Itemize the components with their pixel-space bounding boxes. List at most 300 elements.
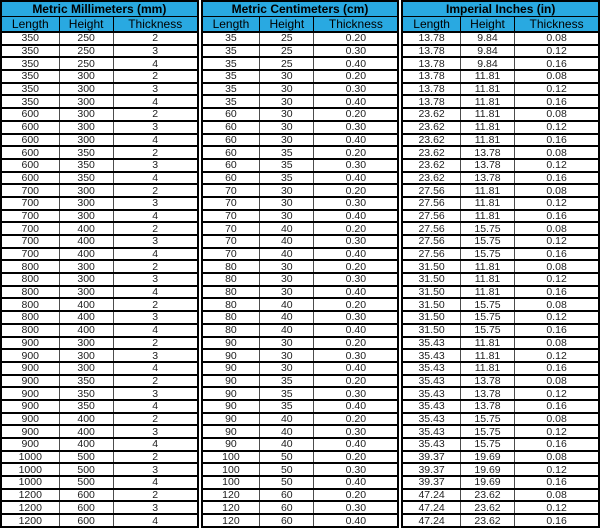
table-cell: 40 [260,438,314,451]
table-cell: 0.30 [314,349,398,362]
table-cell: 350 [1,45,59,58]
table-cell: 600 [59,514,113,527]
table-cell: 40 [260,235,314,248]
table-row [1,425,198,438]
table-row [1,451,198,464]
table-cell: 13.78 [460,375,514,388]
table-cell: 0.30 [314,159,398,172]
table-cell: 350 [1,83,59,96]
table-cell: 35.43 [402,362,460,375]
table-cell: 13.78 [460,387,514,400]
table-cell: 15.75 [460,311,514,324]
table-cell: 900 [1,375,59,388]
table-row [402,425,599,438]
table-cell: 11.81 [460,349,514,362]
table-cell: 90 [202,337,260,350]
table-cell: 31.50 [402,260,460,273]
table-cell: 11.81 [460,134,514,147]
table-row [202,70,399,83]
table-cell: 11.81 [460,197,514,210]
table-cell: 27.56 [402,235,460,248]
table-cell: 350 [1,95,59,108]
table-cell: 700 [1,222,59,235]
table-cell: 0.30 [314,501,398,514]
table-row [202,489,399,502]
column-header-row [202,17,399,33]
table-cell: 0.12 [515,425,599,438]
table-cell: 0.16 [515,514,599,527]
table-cell: 0.08 [515,222,599,235]
table-row [1,197,198,210]
table-cell: 3 [113,121,197,134]
table-cell: 30 [260,337,314,350]
table-cell: 400 [59,222,113,235]
table-cell: 27.56 [402,222,460,235]
table-cell: 3 [113,83,197,96]
table-cell: 13.78 [402,32,460,45]
table-cell: 60 [260,489,314,502]
table-cell: 0.20 [314,32,398,45]
table-row [402,476,599,489]
table-cell: 400 [59,425,113,438]
section-table-imperial-inches [401,0,600,528]
table-row [402,438,599,451]
table-cell: 4 [113,324,197,337]
table-cell: 2 [113,32,197,45]
table-row [1,286,198,299]
table-cell: 60 [202,121,260,134]
table-cell: 35 [202,45,260,58]
table-row [1,32,198,45]
table-row [1,222,198,235]
table-cell: 2 [113,413,197,426]
table-cell: 15.75 [460,222,514,235]
table-cell: 3 [113,273,197,286]
table-cell: 4 [113,400,197,413]
table-cell: 35 [260,375,314,388]
table-cell: 30 [260,134,314,147]
table-cell: 0.40 [314,210,398,223]
table-cell: 70 [202,222,260,235]
table-row [202,83,399,96]
table-cell: 47.24 [402,501,460,514]
table-cell: 0.12 [515,501,599,514]
table-row [1,298,198,311]
table-cell: 700 [1,235,59,248]
table-cell: 13.78 [460,159,514,172]
table-row [202,514,399,527]
table-row [1,108,198,121]
table-cell: 120 [202,501,260,514]
section-title-row [402,1,599,17]
table-cell: 4 [113,438,197,451]
table-cell: 0.08 [515,146,599,159]
table-cell: 40 [260,248,314,261]
table-cell: 0.16 [515,57,599,70]
table-cell: 0.20 [314,184,398,197]
table-cell: 700 [1,184,59,197]
table-cell: 0.16 [515,286,599,299]
table-cell: 300 [59,134,113,147]
table-cell: 0.30 [314,311,398,324]
table-cell: 800 [1,324,59,337]
table-cell: 35 [260,387,314,400]
table-row [1,134,198,147]
table-cell: 0.16 [515,134,599,147]
table-cell: 3 [113,387,197,400]
table-row [402,159,599,172]
table-cell: 0.08 [515,337,599,350]
table-cell: 0.08 [515,298,599,311]
table-cell: 100 [202,463,260,476]
table-cell: 30 [260,260,314,273]
table-cell: 60 [202,159,260,172]
table-row [1,400,198,413]
table-cell: 80 [202,273,260,286]
table-row [402,134,599,147]
table-cell: 31.50 [402,286,460,299]
table-cell: 11.81 [460,184,514,197]
section-title: Metric Millimeters (mm) [1,1,198,17]
table-cell: 27.56 [402,184,460,197]
table-cell: 2 [113,146,197,159]
table-row [202,463,399,476]
table-cell: 900 [1,400,59,413]
table-cell: 0.30 [314,387,398,400]
table-cell: 0.08 [515,260,599,273]
table-cell: 3 [113,349,197,362]
table-row [1,95,198,108]
table-cell: 0.20 [314,108,398,121]
table-cell: 500 [59,463,113,476]
table-cell: 600 [1,121,59,134]
table-row [202,235,399,248]
table-cell: 40 [260,222,314,235]
table-row [402,501,599,514]
table-cell: 70 [202,248,260,261]
table-cell: 0.12 [515,273,599,286]
table-cell: 23.62 [460,501,514,514]
table-cell: 30 [260,95,314,108]
table-cell: 11.81 [460,108,514,121]
table-cell: 35 [260,172,314,185]
table-cell: 35.43 [402,349,460,362]
table-cell: 35 [260,159,314,172]
table-cell: 9.84 [460,32,514,45]
table-row [402,337,599,350]
table-cell: 300 [59,362,113,375]
table-row [1,184,198,197]
column-header-height: Height [260,17,314,33]
table-cell: 30 [260,70,314,83]
table-cell: 13.78 [460,172,514,185]
table-row [402,286,599,299]
table-row [202,476,399,489]
table-cell: 3 [113,501,197,514]
table-cell: 350 [59,375,113,388]
table-cell: 1200 [1,489,59,502]
table-cell: 0.16 [515,362,599,375]
table-cell: 31.50 [402,298,460,311]
table-row [1,362,198,375]
table-cell: 600 [1,108,59,121]
table-cell: 0.40 [314,172,398,185]
table-cell: 11.81 [460,83,514,96]
table-cell: 350 [1,70,59,83]
table-cell: 80 [202,324,260,337]
column-header-thickness: Thickness [515,17,599,33]
table-cell: 11.81 [460,95,514,108]
table-cell: 3 [113,463,197,476]
table-row [402,375,599,388]
table-cell: 90 [202,375,260,388]
table-cell: 35 [202,70,260,83]
table-cell: 3 [113,235,197,248]
table-cell: 4 [113,134,197,147]
table-row [1,210,198,223]
table-cell: 300 [59,337,113,350]
table-row [202,400,399,413]
table-row [402,197,599,210]
table-cell: 13.78 [402,83,460,96]
table-cell: 80 [202,311,260,324]
table-cell: 0.20 [314,337,398,350]
table-cell: 4 [113,476,197,489]
table-cell: 2 [113,298,197,311]
table-cell: 800 [1,260,59,273]
table-row [202,451,399,464]
table-row [402,362,599,375]
column-header-length: Length [202,17,260,33]
table-cell: 11.81 [460,70,514,83]
table-cell: 0.16 [515,476,599,489]
table-cell: 1000 [1,476,59,489]
table-cell: 25 [260,32,314,45]
table-row [402,451,599,464]
table-cell: 30 [260,286,314,299]
table-cell: 700 [1,197,59,210]
table-cell: 300 [59,260,113,273]
table-cell: 0.20 [314,260,398,273]
table-row [202,32,399,45]
table-row [402,489,599,502]
table-cell: 3 [113,45,197,58]
column-header-thickness: Thickness [314,17,398,33]
table-cell: 25 [260,45,314,58]
table-row [1,413,198,426]
table-cell: 11.81 [460,210,514,223]
table-row [1,121,198,134]
table-cell: 0.20 [314,222,398,235]
table-cell: 47.24 [402,489,460,502]
table-cell: 0.40 [314,57,398,70]
table-cell: 900 [1,337,59,350]
table-row [1,159,198,172]
table-cell: 2 [113,222,197,235]
table-cell: 11.81 [460,337,514,350]
table-cell: 0.08 [515,451,599,464]
table-cell: 0.40 [314,362,398,375]
table-row [202,108,399,121]
table-row [202,337,399,350]
table-row [202,324,399,337]
table-cell: 40 [260,311,314,324]
table-cell: 0.40 [314,134,398,147]
section-title: Imperial Inches (in) [402,1,599,17]
table-row [202,95,399,108]
table-cell: 1000 [1,463,59,476]
column-header-row [402,17,599,33]
table-row [402,324,599,337]
table-row [1,70,198,83]
table-cell: 35.43 [402,337,460,350]
table-cell: 0.12 [515,159,599,172]
table-row [1,476,198,489]
table-cell: 0.20 [314,146,398,159]
table-row [1,375,198,388]
table-cell: 9.84 [460,45,514,58]
table-cell: 500 [59,451,113,464]
table-cell: 400 [59,413,113,426]
table-cell: 600 [1,159,59,172]
table-cell: 0.30 [314,425,398,438]
table-cell: 15.75 [460,235,514,248]
table-cell: 31.50 [402,273,460,286]
table-cell: 30 [260,197,314,210]
table-cell: 3 [113,311,197,324]
table-cell: 70 [202,235,260,248]
table-cell: 600 [1,172,59,185]
table-row [1,273,198,286]
table-row [202,413,399,426]
table-cell: 13.78 [460,400,514,413]
table-cell: 35.43 [402,387,460,400]
table-cell: 90 [202,425,260,438]
table-cell: 600 [59,489,113,502]
table-cell: 60 [260,514,314,527]
table-cell: 3 [113,159,197,172]
table-cell: 400 [59,438,113,451]
table-row [202,248,399,261]
table-cell: 19.69 [460,463,514,476]
table-cell: 4 [113,248,197,261]
table-cell: 0.12 [515,349,599,362]
table-cell: 350 [59,159,113,172]
table-cell: 300 [59,184,113,197]
table-cell: 800 [1,286,59,299]
table-row [202,146,399,159]
table-cell: 23.62 [460,514,514,527]
table-cell: 35 [202,83,260,96]
table-cell: 30 [260,362,314,375]
table-cell: 50 [260,476,314,489]
table-cell: 90 [202,438,260,451]
table-cell: 50 [260,463,314,476]
table-row [1,349,198,362]
section-table-metric-centimeters [201,0,400,528]
table-cell: 60 [202,134,260,147]
table-cell: 39.37 [402,451,460,464]
table-row [202,311,399,324]
table-cell: 0.08 [515,375,599,388]
table-cell: 700 [1,210,59,223]
table-row [202,375,399,388]
table-cell: 100 [202,451,260,464]
table-cell: 23.62 [402,146,460,159]
table-row [1,324,198,337]
table-cell: 23.62 [402,108,460,121]
table-cell: 0.08 [515,70,599,83]
table-cell: 4 [113,514,197,527]
table-row [202,362,399,375]
table-cell: 35 [202,57,260,70]
table-row [402,210,599,223]
table-cell: 31.50 [402,311,460,324]
table-cell: 0.40 [314,476,398,489]
table-cell: 300 [59,95,113,108]
table-cell: 4 [113,362,197,375]
table-cell: 30 [260,273,314,286]
table-cell: 70 [202,210,260,223]
table-row [402,298,599,311]
table-cell: 350 [59,146,113,159]
table-cell: 2 [113,375,197,388]
table-cell: 250 [59,32,113,45]
table-cell: 0.12 [515,311,599,324]
table-row [202,210,399,223]
column-header-length: Length [402,17,460,33]
table-cell: 40 [260,425,314,438]
table-cell: 1200 [1,501,59,514]
table-cell: 47.24 [402,514,460,527]
table-row [202,159,399,172]
table-cell: 250 [59,57,113,70]
table-cell: 70 [202,184,260,197]
table-row [1,57,198,70]
table-cell: 60 [260,501,314,514]
table-cell: 13.78 [402,57,460,70]
table-cell: 0.20 [314,375,398,388]
table-cell: 30 [260,184,314,197]
table-row [202,260,399,273]
table-cell: 35.43 [402,425,460,438]
table-cell: 0.30 [314,83,398,96]
table-cell: 11.81 [460,260,514,273]
table-cell: 0.16 [515,400,599,413]
table-cell: 13.78 [460,146,514,159]
table-cell: 400 [59,311,113,324]
table-cell: 15.75 [460,425,514,438]
table-cell: 0.30 [314,45,398,58]
table-cell: 35 [202,32,260,45]
table-cell: 300 [59,273,113,286]
table-cell: 15.75 [460,248,514,261]
table-cell: 11.81 [460,286,514,299]
table-cell: 19.69 [460,476,514,489]
table-cell: 300 [59,197,113,210]
column-header-length: Length [1,17,59,33]
table-cell: 2 [113,337,197,350]
table-cell: 50 [260,451,314,464]
table-cell: 900 [1,425,59,438]
table-cell: 0.40 [314,324,398,337]
table-cell: 400 [59,248,113,261]
table-cell: 0.12 [515,83,599,96]
table-cell: 15.75 [460,298,514,311]
table-cell: 0.12 [515,121,599,134]
table-cell: 30 [260,210,314,223]
table-cell: 0.40 [314,95,398,108]
